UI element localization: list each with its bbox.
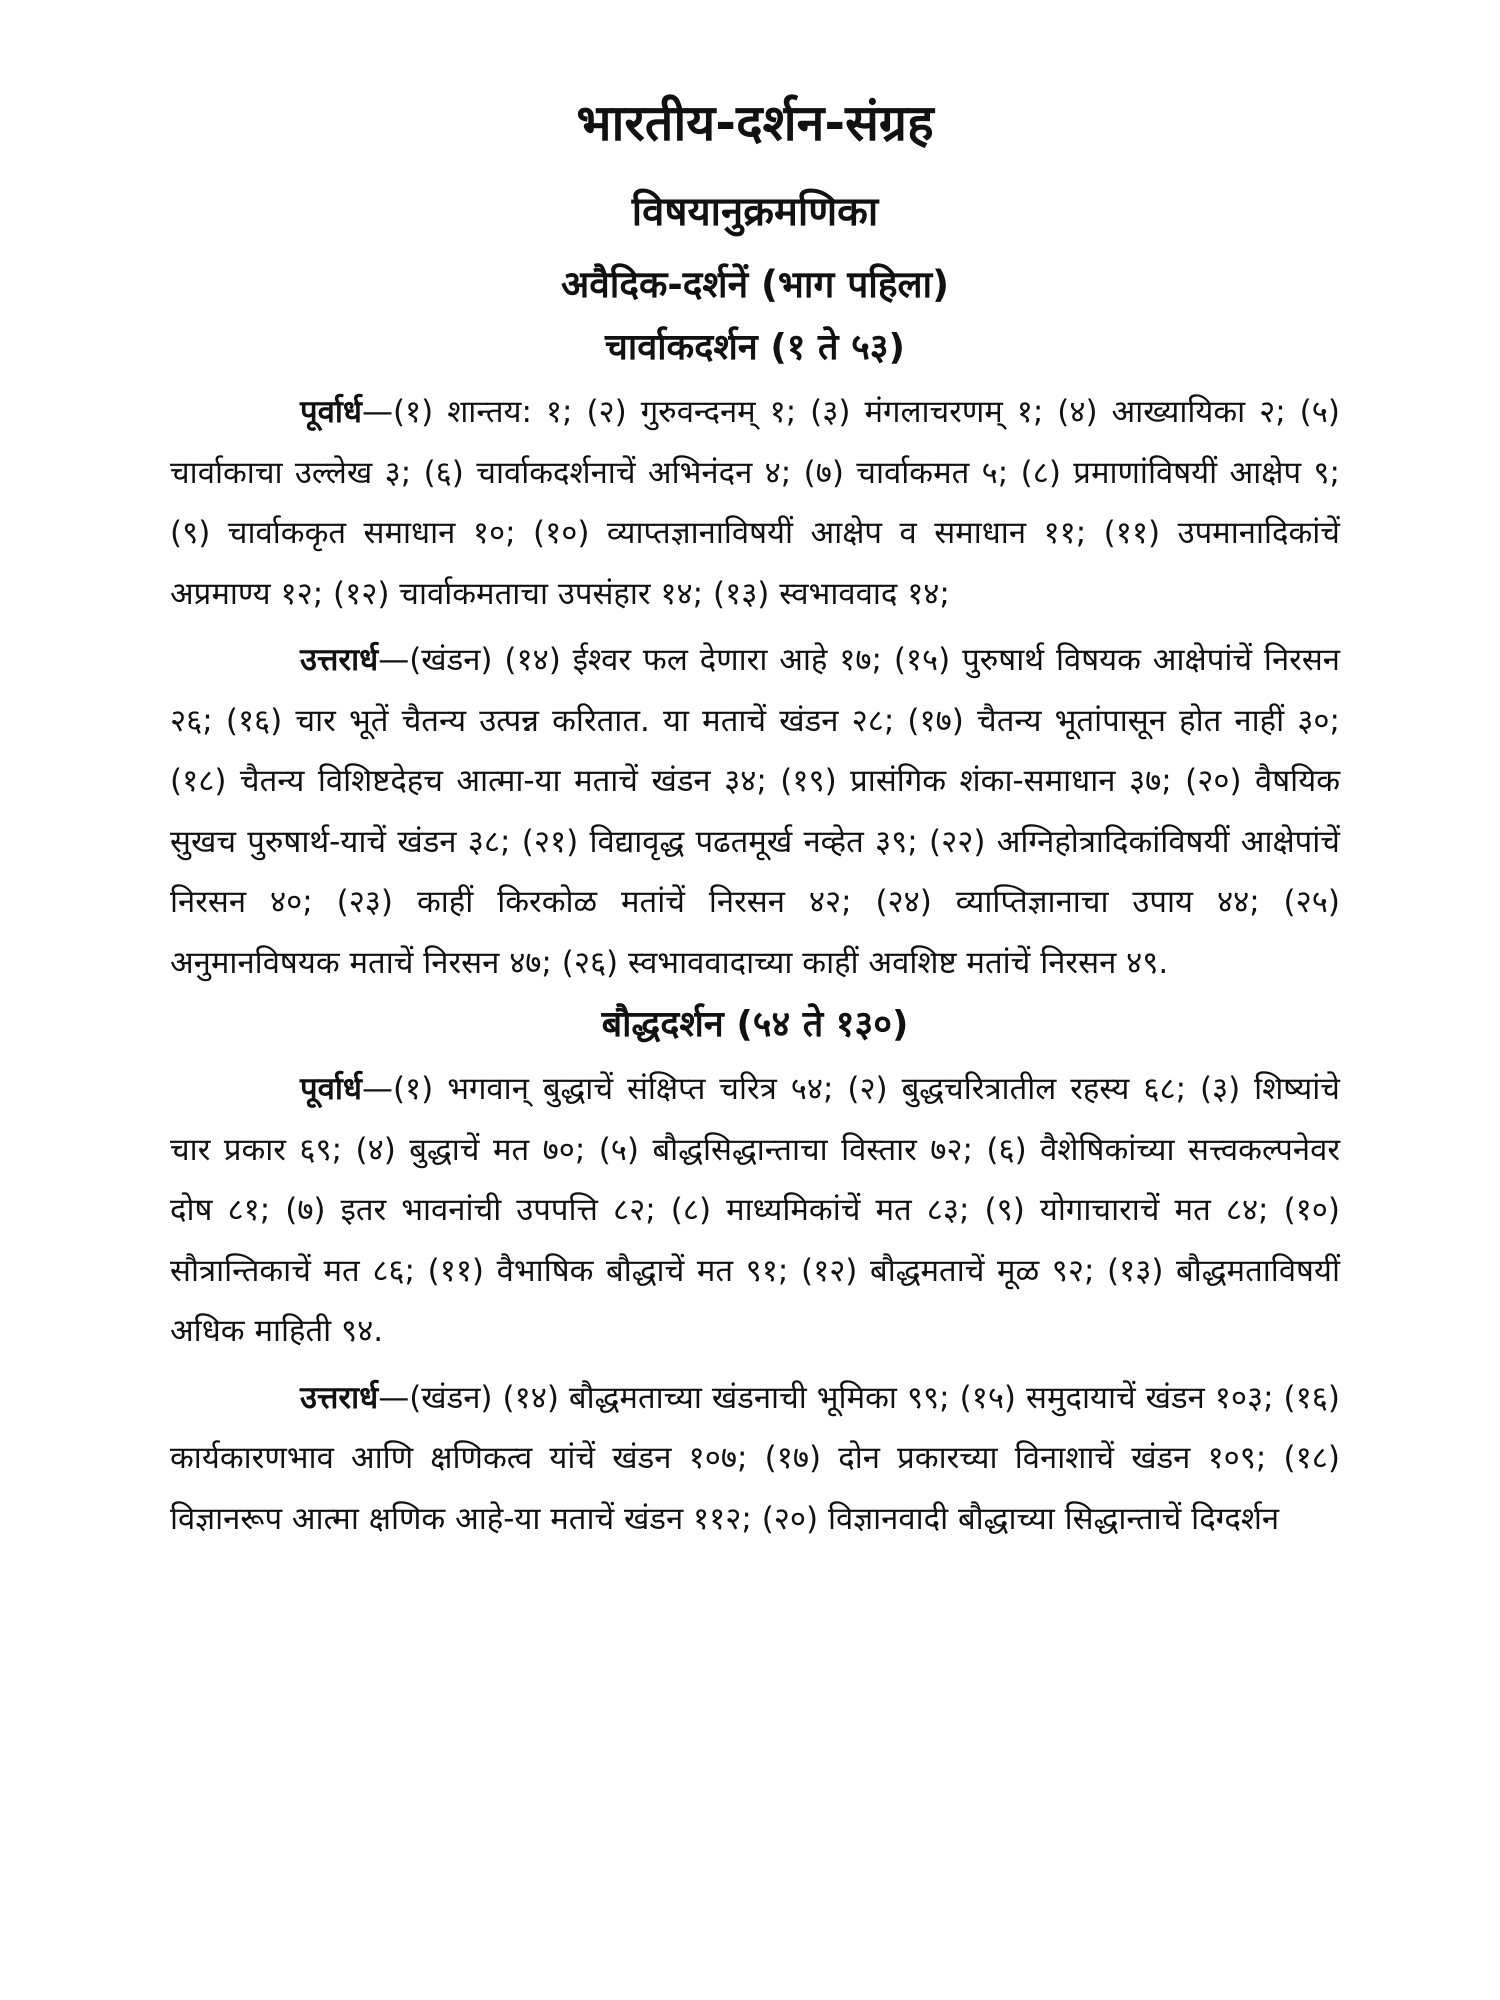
charvaka-uttarardha-paragraph [170, 630, 1340, 993]
uttarardha-contents: —(खंडन) (१४) बौद्धमताच्या खंडनाची भूमिका ९९; (१५) समुदायाचें खंडन १०३; (१६) कार्यकारणभाव आणि क्षणिकत्व यांचें खंडन १०७; (१७) दोन प्रकारच्या विनाशाचें खंडन १०९; (१८) विज्ञानरूप आत्मा क्षणिक आहे-या मताचें खंडन ११२; (२०) विज्ञानवादी बौद्धाच्या सिद्धान्ताचें दिग्दर्शन [170, 1379, 1340, 1537]
charvaka-purvardha-paragraph [170, 382, 1340, 624]
part-title: अवैदिक-दर्शनें (भाग पहिला) [560, 263, 950, 306]
uttarardha-contents: —(खंडन) (१४) ईश्वर फल देणारा आहे १७; (१५) पुरुषार्थ विषयक आक्षेपांचें निरसन २६; (१६) चार भूतें चैतन्य उत्पन्न करितात. या मताचें खंडन २८; (१७) चैतन्य भूतांपासून होत नाहीं ३०; (१८) चैतन्य विशिष्टदेहच आत्मा-या मताचें खंडन ३४; (१९) प्रासंगिक शंका-समाधान ३७; (२०) वैषयिक सुखच पुरुषार्थ-याचें खंडन ३८; (२१) विद्यावृद्ध पढतमूर्ख नव्हेत ३९; (२२) अग्निहोत्रादिकांविषयीं आक्षेपांचें निरसन ४०; (२३) काहीं किरकोळ मतांचें निरसन ४२; (२४) व्याप्तिज्ञानाचा उपाय ४४; (२५) अनुमानविषयक मताचें निरसन ४७; (२६) स्वभाववादाच्या काहीं अवशिष्ट मतांचें निरसन ४९. [170, 642, 1340, 981]
bauddha-purvardha-paragraph [170, 1059, 1340, 1362]
bauddha-uttarardha-paragraph [170, 1368, 1340, 1550]
purvardha-contents: —(१) शान्तय: १; (२) गुरुवन्दनम् १; (३) मंगलाचरणम् १; (४) आख्यायिका २; (५) चार्वाकाचा उल्लेख ३; (६) चार्वाकदर्शनाचें अभिनंदन ४; (७) चार्वाकमत ५; (८) प्रमाणांविषयीं आक्षेप ९; (९) चार्वाककृत समाधान १०; (१०) व्याप्तज्ञानाविषयीं आक्षेप व समाधान ११; (११) उपमानादिकांचें अप्रमाण्य १२; (१२) चार्वाकमताचा उपसंहार १४; (१३) स्वभाववाद १४; [170, 394, 1340, 612]
uttarardha-label: उत्तरार्ध [300, 642, 379, 678]
section-heading-charvaka: चार्वाकदर्शन (१ ते ५३) [605, 327, 905, 368]
purvardha-contents: —(१) भगवान् बुद्धाचें संक्षिप्त चरित्र ५४; (२) बुद्धचरित्रातील रहस्य ६८; (३) शिष्यांचे चार प्रकार ६९; (४) बुद्धाचें मत ७०; (५) बौद्धसिद्धान्ताचा विस्तार ७२; (६) वैशेषिकांच्या सत्त्वकल्पनेवर दोष ८१; (७) इतर भावनांची उपपत्ति ८२; (८) माध्यमिकांचें मत ८३; (९) योगाचाराचें मत ८४; (१०) सौत्रान्तिकाचें मत ८६; (११) वैभाषिक बौद्धाचें मत ९१; (१२) बौद्धमताचें मूळ ९२; (१३) बौद्धमताविषयीं अधिक माहिती ९४. [170, 1071, 1340, 1349]
book-title: भारतीय-दर्शन-संग्रह [576, 94, 934, 152]
uttarardha-label: उत्तरार्ध [300, 1379, 379, 1416]
purvardha-label: पूर्वार्ध [300, 1071, 362, 1107]
toc-title: विषयानुक्रमणिका [631, 189, 879, 235]
section-heading-bauddha: बौद्धदर्शन (५४ ते १३०) [601, 1004, 909, 1045]
purvardha-label: पूर्वार्ध [300, 394, 362, 430]
